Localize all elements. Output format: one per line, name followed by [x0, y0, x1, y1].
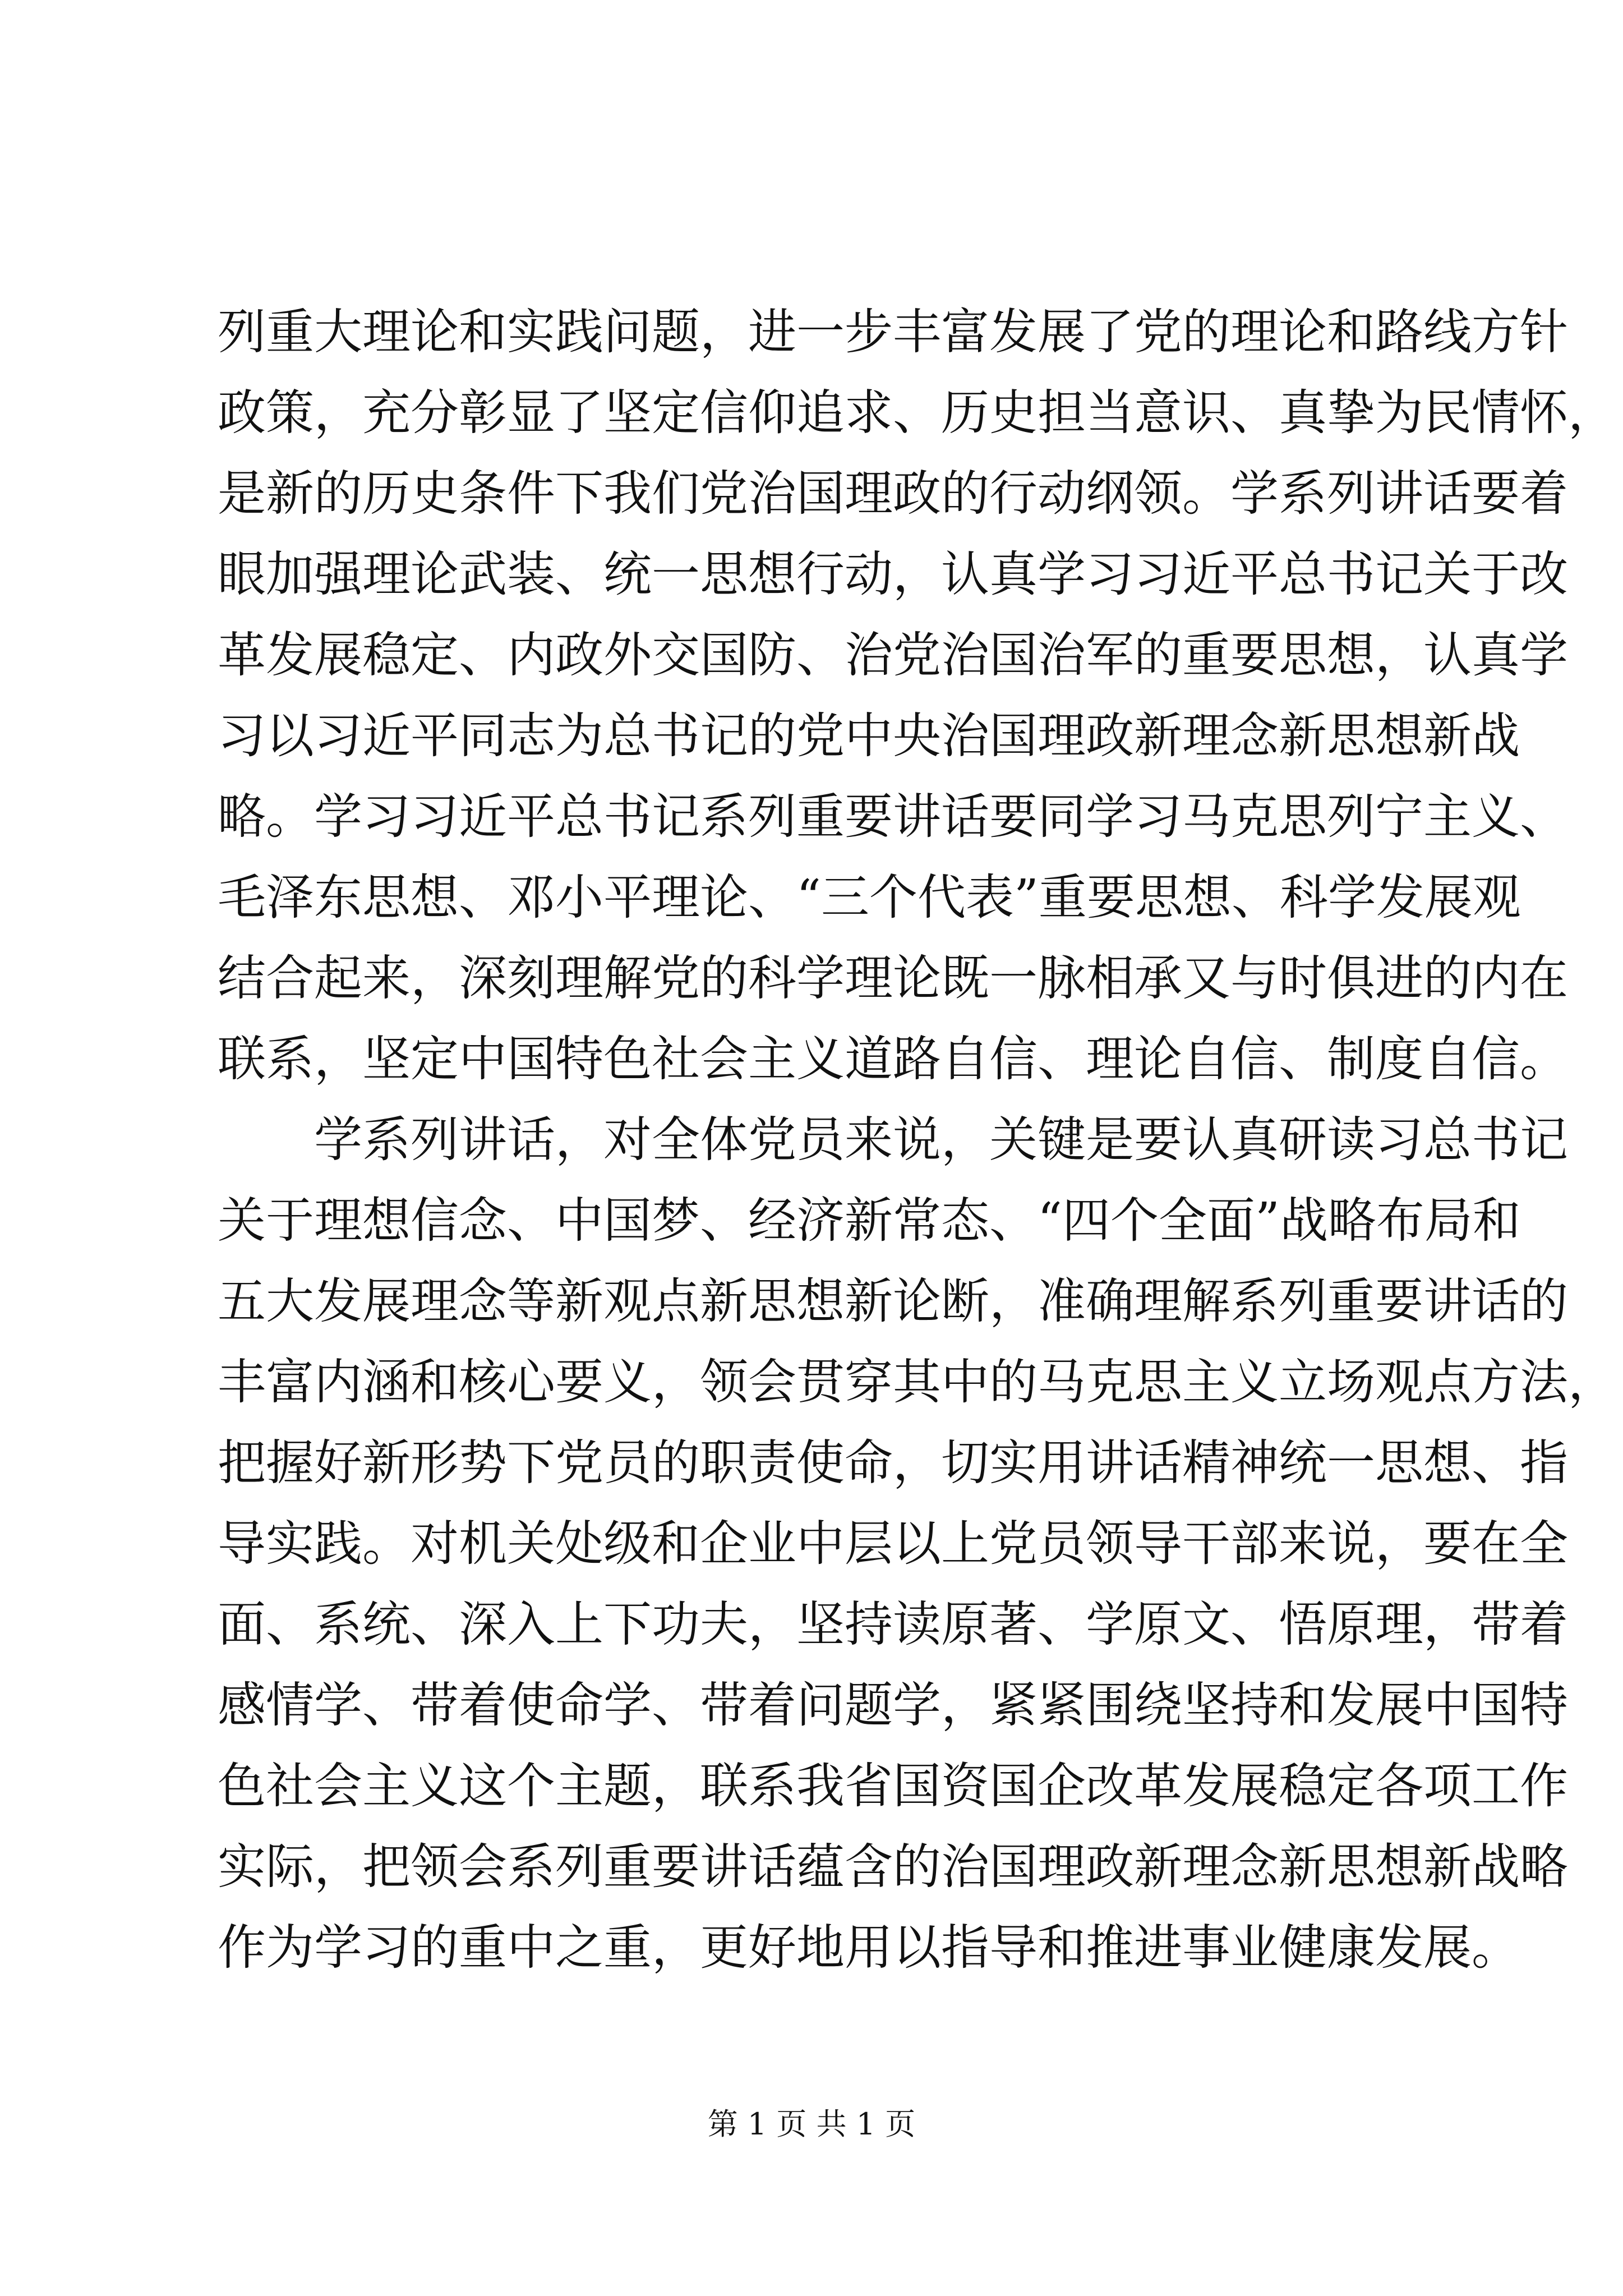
text-line: 关于理想信念、中国梦、经济新常态、“四个全面”战略布局和: [218, 1193, 1521, 1249]
text-line: 作为学习的重中之重，更好地用以指导和推进事业健康发展。: [218, 1920, 1520, 1976]
paragraph-2: [218, 1099, 1616, 1988]
text-line: 感情学、带着使命学、带着问题学，紧紧围绕坚持和发展中国特: [218, 1677, 1568, 1733]
text-line: 面、系统、深入上下功夫，坚持读原著、学原文、悟原理，带着: [218, 1596, 1568, 1653]
text-line: 实际，把领会系列重要讲话蕴含的治国理政新理念新思想新战略: [218, 1839, 1568, 1895]
text-line: 把握好新形势下党员的职责使命，切实用讲话精神统一思想、指: [218, 1435, 1568, 1491]
text-line: 结合起来，深刻理解党的科学理论既一脉相承又与时俱进的内在: [218, 950, 1568, 1006]
page-number-label: 第 1 页 共 1 页: [707, 2106, 916, 2142]
text-line: 丰富内涵和核心要义，领会贯穿其中的马克思主义立场观点方法，: [218, 1354, 1616, 1410]
text-line: 眼加强理论武装、统一思想行动，认真学习习近平总书记关于改: [218, 546, 1568, 602]
page-footer: [0, 2105, 1623, 2144]
text-line: 五大发展理念等新观点新思想新论断，准确理解系列重要讲话的: [218, 1273, 1568, 1329]
text-line: 是新的历史条件下我们党治国理政的行动纲领。学系列讲话要着: [218, 466, 1568, 522]
text-line: 色社会主义这个主题，联系我省国资国企改革发展稳定各项工作: [218, 1758, 1568, 1814]
document-body: [218, 292, 1616, 1988]
text-line: 导实践。对机关处级和企业中层以上党员领导干部来说，要在全: [218, 1516, 1568, 1572]
paragraph-1: [218, 292, 1616, 1099]
text-line: 联系，坚定中国特色社会主义道路自信、理论自信、制度自信。: [218, 1031, 1568, 1087]
text-line: 习以习近平同志为总书记的党中央治国理政新理念新思想新战: [218, 708, 1520, 764]
text-line: 政策，充分彰显了坚定信仰追求、历史担当意识、真挚为民情怀，: [218, 385, 1616, 441]
text-line: 毛泽东思想、邓小平理论、“三个代表”重要思想、科学发展观: [218, 869, 1521, 926]
text-line: 列重大理论和实践问题，进一步丰富发展了党的理论和路线方针: [218, 304, 1568, 360]
text-line: 学系列讲话，对全体党员来说，关键是要认真研读习总书记: [314, 1112, 1568, 1168]
text-line: 革发展稳定、内政外交国防、治党治国治军的重要思想，认真学: [218, 627, 1568, 683]
text-line: 略。学习习近平总书记系列重要讲话要同学习马克思列宁主义、: [218, 789, 1568, 845]
